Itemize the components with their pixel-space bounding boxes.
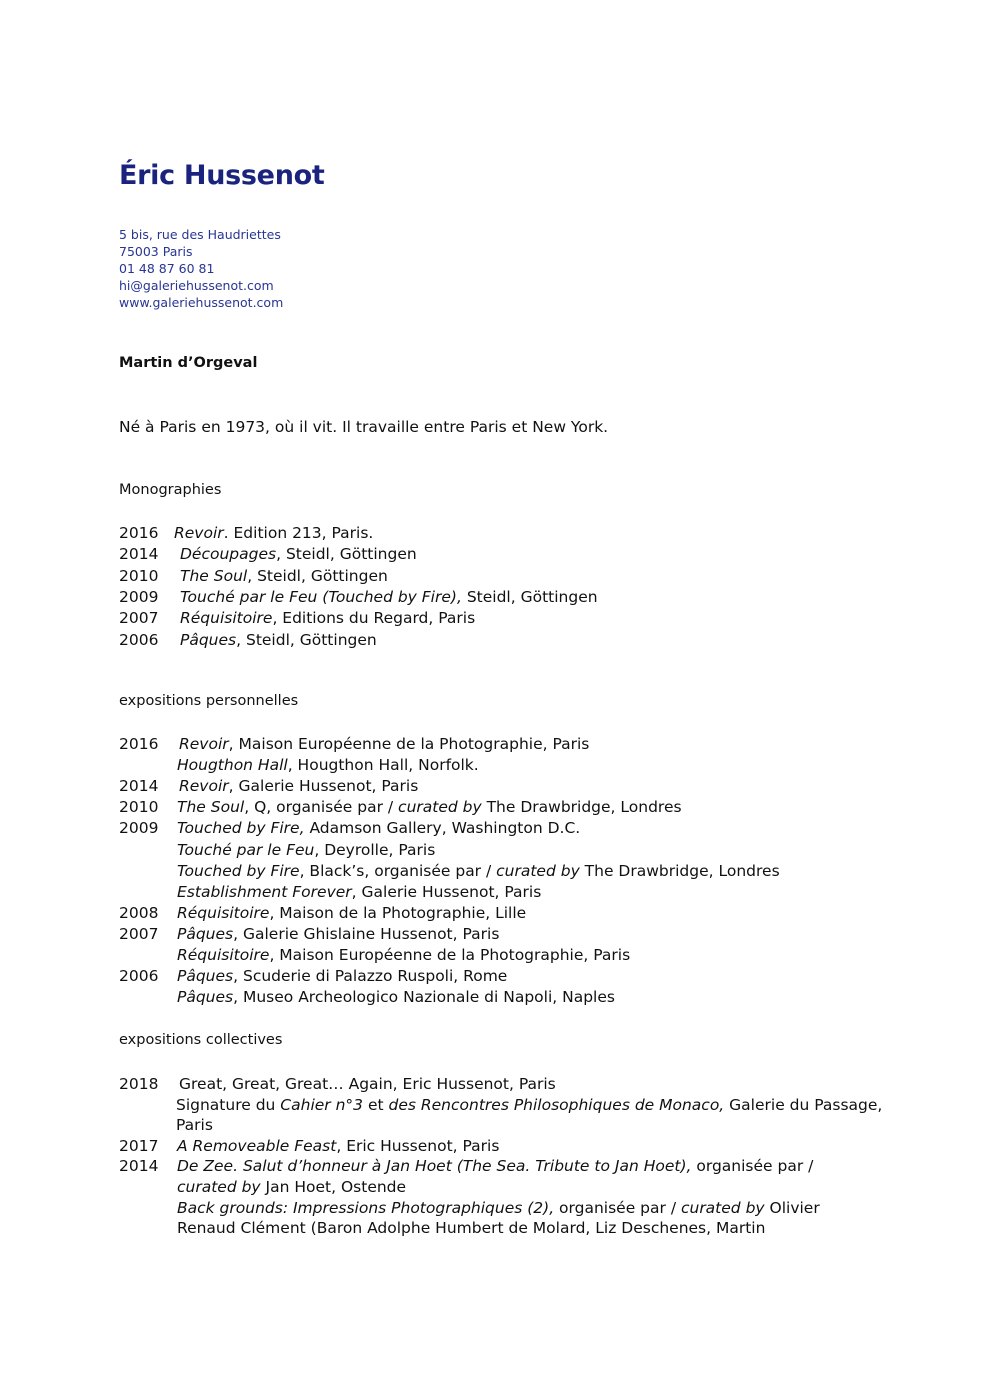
entry-year: 2016 [119,524,159,542]
entry-title: De Zee. Salut d’honneur à Jan Hoet (The Sea. Tribute to Jan Hoet), [177,1157,692,1176]
entry-year: 2016 [119,735,159,753]
entry-text [179,735,589,753]
entry-details: Great, Great, Great… Again, Eric Hussenot, Paris [179,1075,556,1093]
entry-title: curated by [680,1198,765,1217]
entry-title: curated by [496,861,580,880]
entry-details: , Editions du Regard, Paris [272,609,476,628]
entry-text [177,967,507,985]
entry-details: , Black’s, organisée par / [299,861,497,880]
entry-year: 2006 [119,630,159,649]
entry-details: , Maison de la Photographie, Lille [269,903,527,922]
entry-text [177,1219,765,1237]
entry-details: , Q, organisée par / [244,798,399,817]
entry-text [177,1157,813,1175]
entry-details: Steidl, Göttingen [461,587,598,606]
entry-details: . Edition 213, Paris. [223,524,374,542]
entry-title: Back grounds: Impressions Photographiques (2), [177,1198,555,1217]
entry-details: , Scuderie di Palazzo Ruspoli, Rome [233,967,508,986]
entry-title: The Soul [180,566,248,585]
entry-year: 2007 [119,609,159,628]
entry-text [177,904,526,922]
address-email[interactable]: hi@galeriehussenot.com [119,278,274,293]
entry-details: The Drawbridge, Londres [579,861,780,880]
entry-title: Réquisitoire [177,903,270,922]
entry-text [180,588,598,606]
entry-details: , Eric Hussenot, Paris [336,1136,500,1155]
entry-title: Revoir [179,777,229,796]
entry-text [176,1116,213,1134]
entry-title: Touched by Fire, [177,819,305,838]
entry-text [177,925,499,943]
entry-title: Establishment Forever [177,882,352,901]
entry-year: 2009 [119,819,159,838]
entry-title: curated by [177,1178,261,1196]
entry-text [177,756,479,774]
entry-text [179,777,418,795]
entry-details: et [363,1095,389,1114]
entry-details: Jan Hoet, Ostende [260,1178,407,1196]
entry-text [177,988,615,1006]
entry-details: Olivier [764,1198,820,1217]
entry-title: Touché par le Feu [177,840,315,859]
address-phone: 01 48 87 60 81 [119,261,215,276]
entry-text [177,841,435,859]
artist-bio: Né à Paris en 1973, où il vit. Il travaille entre Paris et New York. [119,418,609,436]
entry-details: Signature du [176,1095,281,1114]
entry-details: , Steidl, Göttingen [247,566,388,585]
entry-title: Pâques [177,988,234,1007]
entry-details: Renaud Clément (Baron Adolphe Humbert de Molard, Liz Deschenes, Martin [177,1219,766,1238]
gallery-title: Éric Hussenot [119,160,325,191]
entry-title: Cahier n°3 [280,1095,364,1114]
entry-year: 2009 [119,587,159,606]
entry-year: 2017 [119,1136,159,1155]
entry-details: , Maison Européenne de la Photographie, Paris [269,946,631,964]
entry-year: 2014 [119,1157,159,1176]
entry-text [180,631,377,649]
entry-text [177,862,780,880]
entry-title: Touched by Fire [177,861,300,880]
entry-text [180,545,417,563]
entry-details: , Steidl, Göttingen [236,630,377,649]
entry-title: Réquisitoire [177,946,270,964]
entry-text [177,946,630,964]
entry-details: Adamson Gallery, Washington D.C. [304,819,581,838]
entry-year: 2018 [119,1075,159,1093]
entry-year: 2010 [119,566,159,585]
address-street: 5 bis, rue des Haudriettes [119,227,281,242]
entry-text [177,883,541,901]
entry-details: , Galerie Ghislaine Hussenot, Paris [233,924,500,943]
address-website[interactable]: www.galeriehussenot.com [119,295,284,310]
entry-details: organisée par / [554,1198,681,1217]
entry-title: Revoir [179,735,229,753]
entry-year: 2010 [119,798,159,817]
entry-details: , Galerie Hussenot, Paris [228,777,419,796]
entry-year: 2007 [119,924,159,943]
entry-title: Découpages [180,545,277,564]
entry-text [177,819,580,837]
entry-year: 2014 [119,777,159,796]
gallery-address [119,226,283,311]
entry-title: Réquisitoire [180,609,273,628]
entry-year: 2008 [119,903,159,922]
section-heading-solo: expositions personnelles [119,693,299,709]
entry-year: 2014 [119,545,159,564]
artist-name: Martin d’Orgeval [119,355,258,371]
section-heading-group: expositions collectives [119,1032,283,1048]
entry-title: Touché par le Feu (Touched by Fire), [180,587,462,606]
entry-text [176,1096,882,1114]
entry-title: des Rencontres Philosophiques de Monaco, [388,1095,725,1114]
entry-details: , Maison Européenne de la Photographie, Paris [228,735,590,753]
entry-details: Galerie du Passage, [724,1095,883,1114]
section-heading-monographies: Monographies [119,482,222,498]
entry-text [180,567,388,585]
entry-title: Pâques [180,630,237,649]
entry-year: 2006 [119,967,159,986]
entry-text [177,1178,406,1196]
entry-title: curated by [398,798,482,817]
entry-details: , Steidl, Göttingen [276,545,417,564]
entry-title: A Removeable Feast [177,1136,337,1155]
entry-text [180,609,475,627]
entry-details: , Museo Archeologico Nazionale di Napoli, Naples [233,988,615,1007]
entry-text [177,798,682,816]
entry-details: , Deyrolle, Paris [314,840,436,859]
entry-details: The Drawbridge, Londres [481,798,682,817]
entry-text [177,1137,499,1155]
entry-details: , Galerie Hussenot, Paris [351,882,542,901]
entry-details: Paris [176,1116,213,1135]
entry-text [174,524,373,542]
entry-title: Pâques [177,967,234,986]
address-city: 75003 Paris [119,244,193,259]
entry-title: Pâques [177,924,234,943]
entry-text [177,1199,820,1217]
entry-details: organisée par / [691,1157,814,1176]
entry-title: Revoir [174,524,224,542]
entry-title: The Soul [177,798,245,817]
entry-text [179,1075,556,1093]
entry-title: Hougthon Hall [177,756,288,775]
entry-details: , Hougthon Hall, Norfolk. [287,756,479,775]
